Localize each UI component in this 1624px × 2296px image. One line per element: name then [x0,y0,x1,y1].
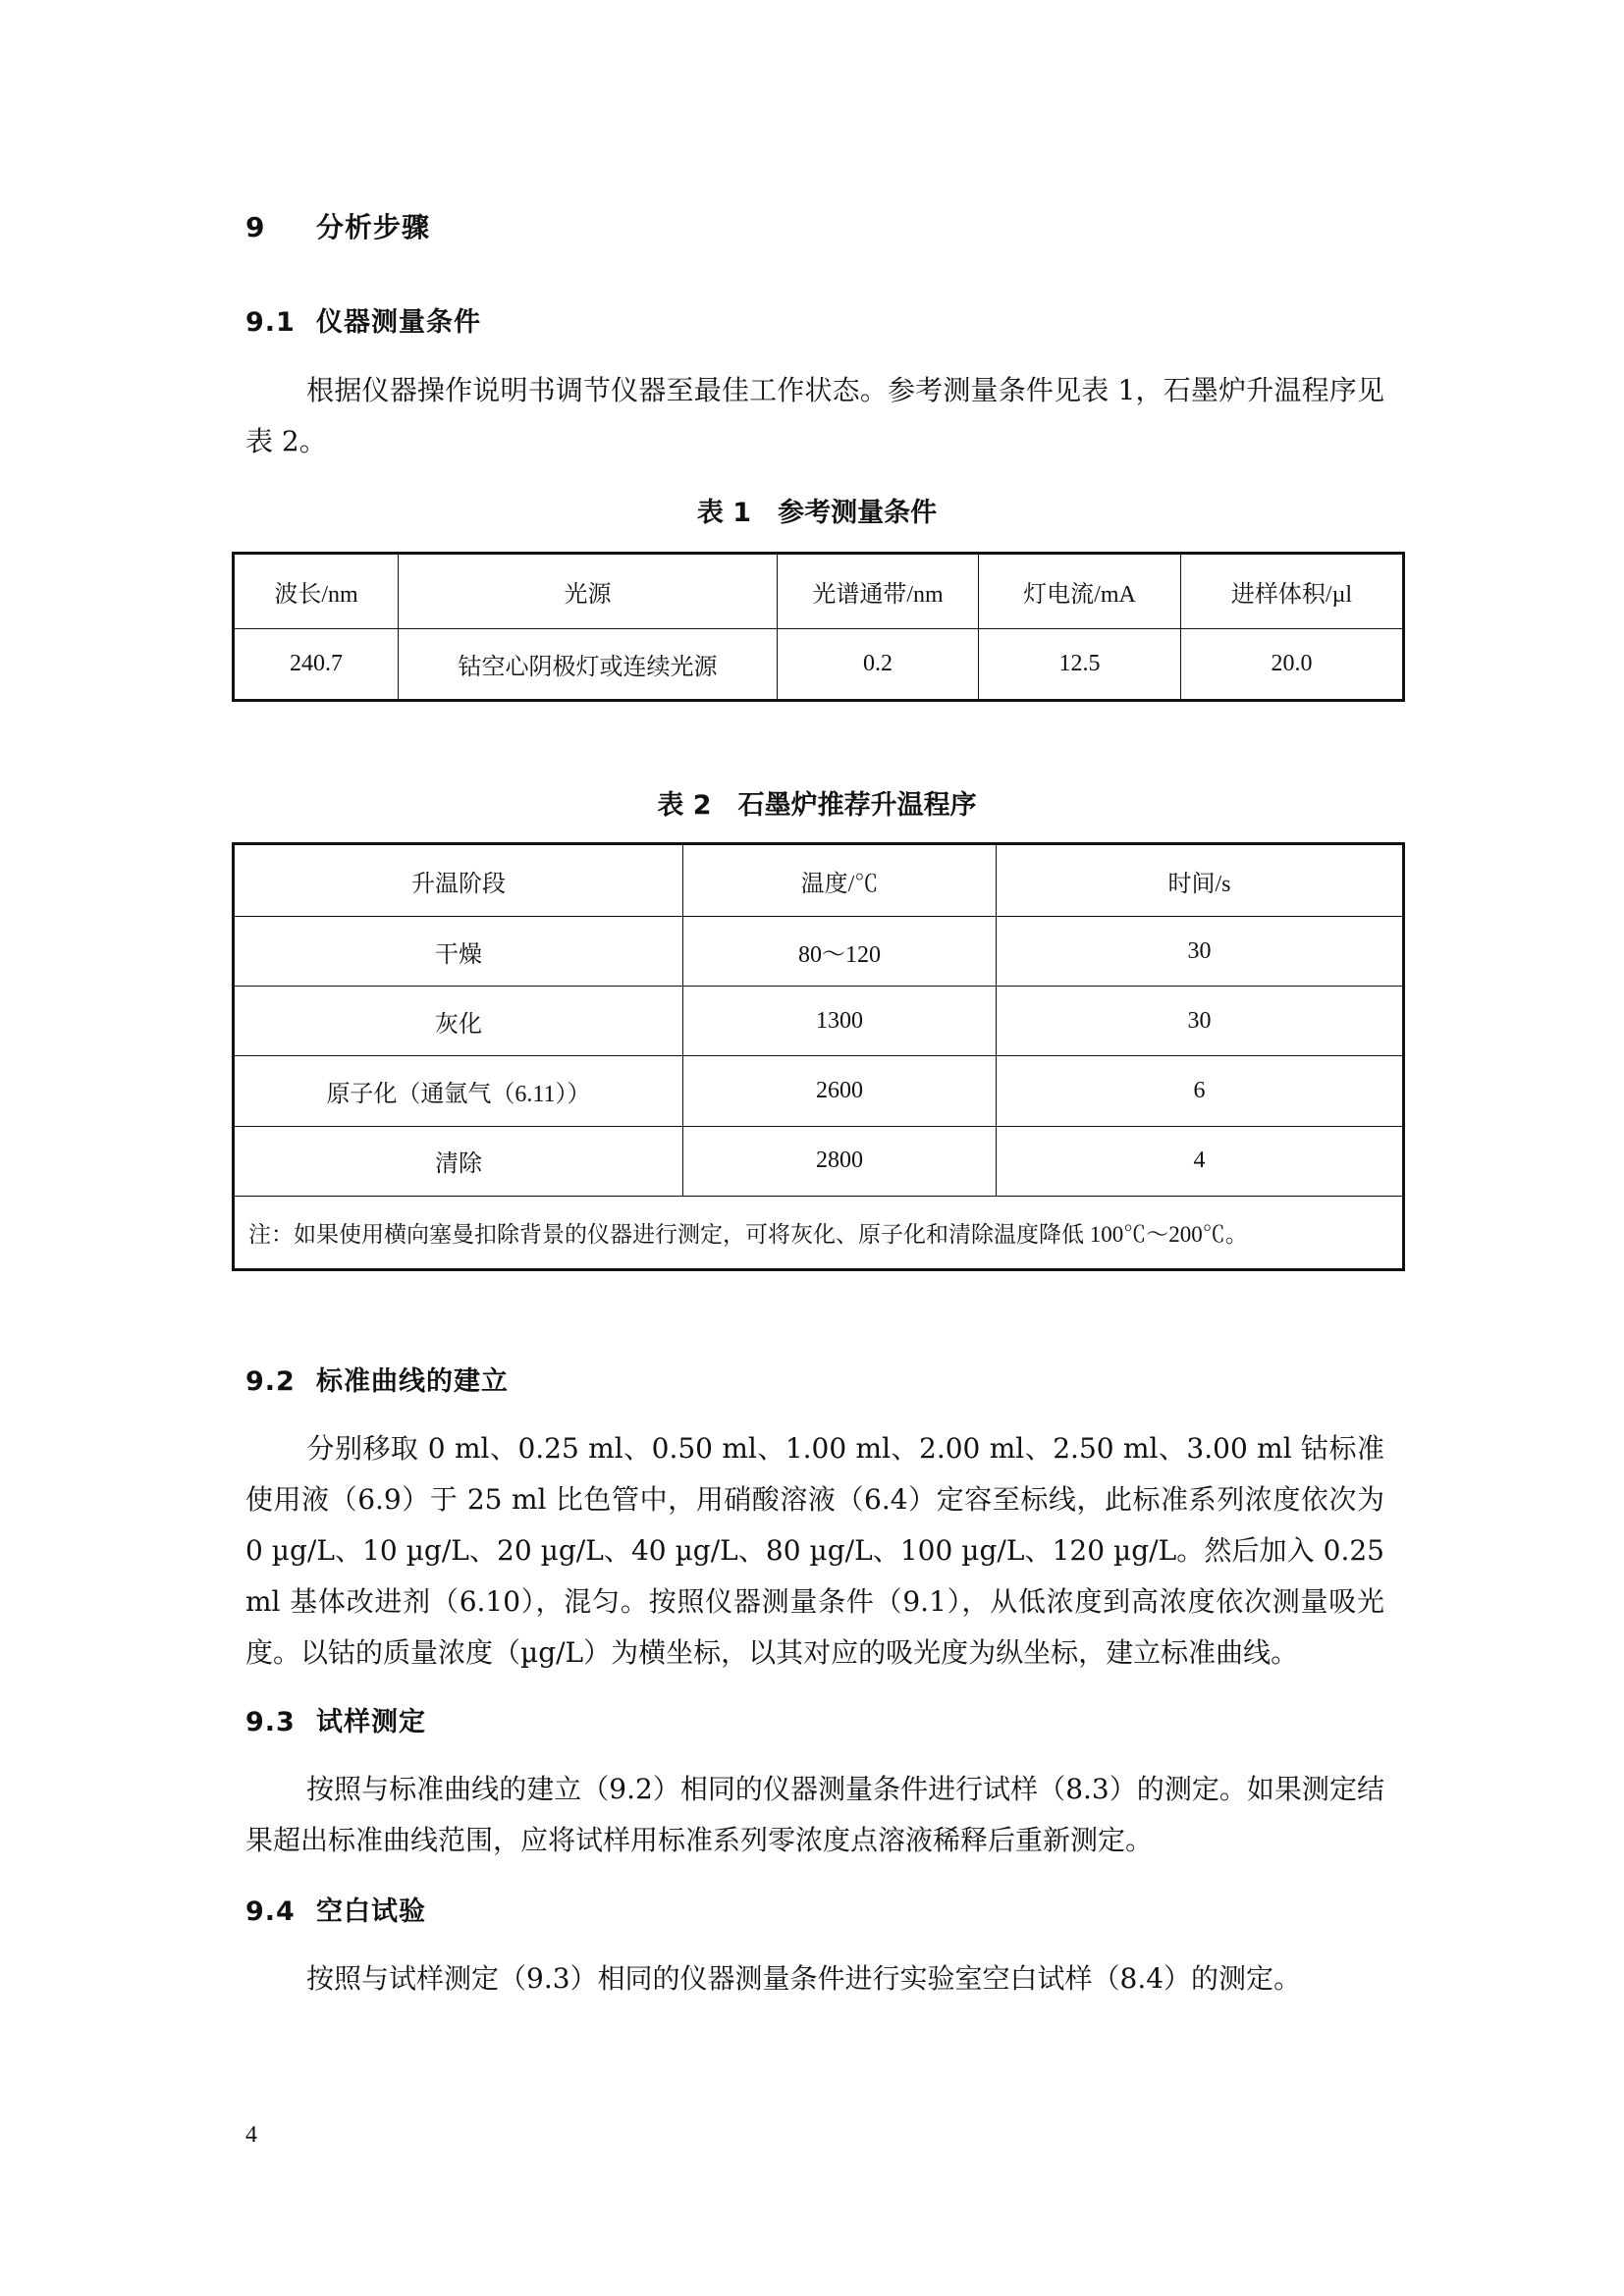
table1-header-cell: 灯电流/mA [979,554,1181,629]
table1-caption: 表 1 参考测量条件 [696,498,938,528]
table1-cell: 12.5 [979,628,1181,701]
table2-header-cell: 升温阶段 [234,844,683,917]
table2-caption: 表 2 石墨炉推荐升温程序 [657,790,977,821]
paragraph-text: 分别移取 0 ml、0.25 ml、0.50 ml、1.00 ml、2.00 ml、2.50 ml、3.00 ml 钴标准使用液（6.9）于 25 ml 比色管中，用硝酸溶液（6.4）定容至标线，此标准系列浓度依次为 0 µg/L、10 µg/L、20 µg/L、40 µg/L、80 µg/L、100 µg/L、120 µg/L。然后加入 0.25 ml 基体改进剂（6.10），混匀。按照仪器测量条件（9.1），从低浓度到高浓度依次测量吸光度。以钴的质量浓度（µg/L）为横坐标，以其对应的吸光度为纵坐标，建立标准曲线。 [245,1432,1384,1669]
table2-note-row [234,1196,1404,1269]
table1-cell: 20.0 [1181,628,1404,701]
table2-cell: 原子化（通氩气（6.11）） [234,1056,683,1126]
table-row [234,1126,1404,1196]
table2-cell: 清除 [234,1126,683,1196]
table1-header-row [234,554,1404,629]
table2-header-cell: 时间/s [997,844,1404,917]
table1-header-cell: 进样体积/µl [1181,554,1404,629]
table2-cell: 灰化 [234,987,683,1056]
table2-header-cell: 温度/℃ [683,844,997,917]
table-row [234,987,1404,1056]
subsection-number: 9.4 [245,1896,296,1927]
paragraph-text: 根据仪器操作说明书调节仪器至最佳工作状态。参考测量条件见表 1，石墨炉升温程序见表 2。 [245,374,1384,457]
table2-cell: 4 [997,1126,1404,1196]
table1-header-cell: 波长/nm [234,554,399,629]
subsection-number: 9.2 [245,1366,296,1397]
subsection-number: 9.3 [245,1707,296,1737]
paragraph-9-2 [245,1423,1384,1679]
paragraph-9-3 [245,1764,1384,1866]
table-row [234,628,1404,701]
table2-note: 注：如果使用横向塞曼扣除背景的仪器进行测定，可将灰化、原子化和清除温度降低 100℃～200℃。 [234,1196,1404,1269]
table1-cell: 240.7 [234,628,399,701]
subsection-title: 试样测定 [316,1707,426,1737]
table2-cell: 2600 [683,1056,997,1126]
section-title: 分析步骤 [315,211,430,243]
table2-cell: 6 [997,1056,1404,1126]
subsection-number: 9.1 [245,307,296,338]
table2 [232,842,1405,1271]
table2-cell: 80～120 [683,917,997,987]
subsection-title: 标准曲线的建立 [316,1366,509,1397]
table1-header-cell: 光源 [399,554,778,629]
subsection-title: 空白试验 [316,1896,426,1927]
table2-cell: 30 [997,987,1404,1056]
paragraph-text: 按照与标准曲线的建立（9.2）相同的仪器测量条件进行试样（8.3）的测定。如果测定结果超出标准曲线范围，应将试样用标准系列零浓度点溶液稀释后重新测定。 [245,1773,1384,1856]
subsection-title: 仪器测量条件 [316,307,481,338]
table1-cell: 0.2 [778,628,979,701]
table2-cell: 干燥 [234,917,683,987]
table2-cell: 2800 [683,1126,997,1196]
table1-cell: 钴空心阴极灯或连续光源 [399,628,778,701]
table2-cell: 1300 [683,987,997,1056]
subsection-heading-9-4 [245,1890,426,1928]
table1 [232,552,1405,702]
table-row [234,1056,1404,1126]
table1-header-cell: 光谱通带/nm [778,554,979,629]
subsection-heading-9-3 [245,1700,426,1738]
paragraph-9-4 [245,1953,1384,2004]
table2-header-row [234,844,1404,917]
subsection-heading-9-2 [245,1360,509,1398]
subsection-heading-9-1 [245,300,481,339]
paragraph-9-1 [245,365,1384,467]
page-number: 4 [245,2122,257,2148]
section-heading [245,206,430,245]
paragraph-text: 按照与试样测定（9.3）相同的仪器测量条件进行实验室空白试样（8.4）的测定。 [306,1962,1302,1995]
table2-cell: 30 [997,917,1404,987]
section-number: 9 [245,211,266,243]
table-row [234,917,1404,987]
